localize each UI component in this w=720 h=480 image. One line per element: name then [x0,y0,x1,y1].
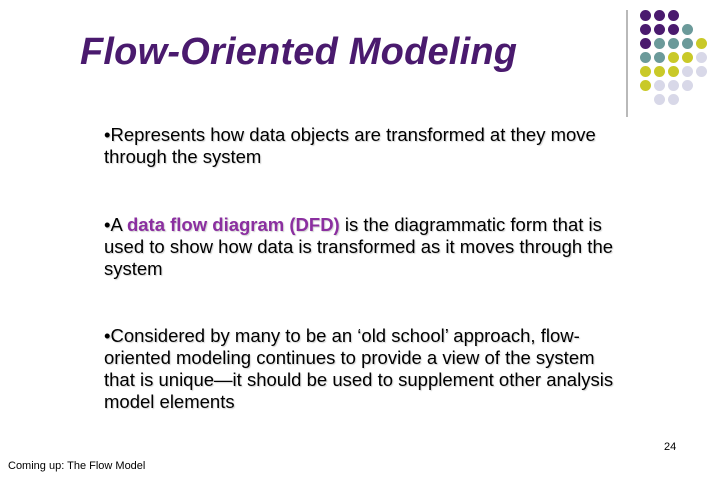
bullet-marker: • [104,325,111,346]
bullet-item [104,124,624,168]
bullet-item [104,325,624,413]
bullet-text: Considered by many to be an ‘old school’ approach, flow-oriented modeling continues to provide a view of the system that is unique—it should be used to supplement other analysis model elements [104,325,614,412]
decorative-dot [640,38,651,49]
decorative-dot [696,66,707,77]
decorative-dot [654,10,665,21]
decorative-dot [682,80,693,91]
decorative-dot [668,52,679,63]
bullet-text: Represents how data objects are transformed at they move through the system [104,124,596,167]
divider-line [626,10,628,117]
decorative-dot [668,80,679,91]
bullet-text-prefix: A [110,214,127,235]
page-number: 24 [664,441,677,453]
bullet-item [104,214,624,280]
decorative-dot [640,66,651,77]
bullet-marker: • [104,214,111,235]
decorative-dot [696,38,707,49]
decorative-dot [668,66,679,77]
decorative-dot-grid [640,10,720,105]
decorative-dot [668,24,679,35]
bullet-list [104,124,624,435]
bullet-text-suffix: is the diagrammatic form that is used to show how data is transformed as it moves through the system [104,214,614,279]
decorative-dot [640,80,651,91]
decorative-dot [654,80,665,91]
decorative-dot [682,24,693,35]
bullet-marker: • [104,124,111,145]
decorative-dot [654,94,665,105]
decorative-dot [654,24,665,35]
dfd-highlight: data flow diagram (DFD) [126,214,340,235]
decorative-dot [668,38,679,49]
decorative-dot [682,38,693,49]
decorative-dot [654,66,665,77]
decorative-dot [640,10,651,21]
decorative-dot [682,66,693,77]
slide-title: Flow-Oriented Modeling [80,31,518,73]
decorative-dot [640,52,651,63]
footer-text: Coming up: The Flow Model [8,460,146,472]
decorative-dot [654,38,665,49]
decorative-dot [668,10,679,21]
decorative-dot [696,52,707,63]
decorative-dot [668,94,679,105]
decorative-dot [640,24,651,35]
decorative-dot [682,52,693,63]
decorative-dot [654,52,665,63]
